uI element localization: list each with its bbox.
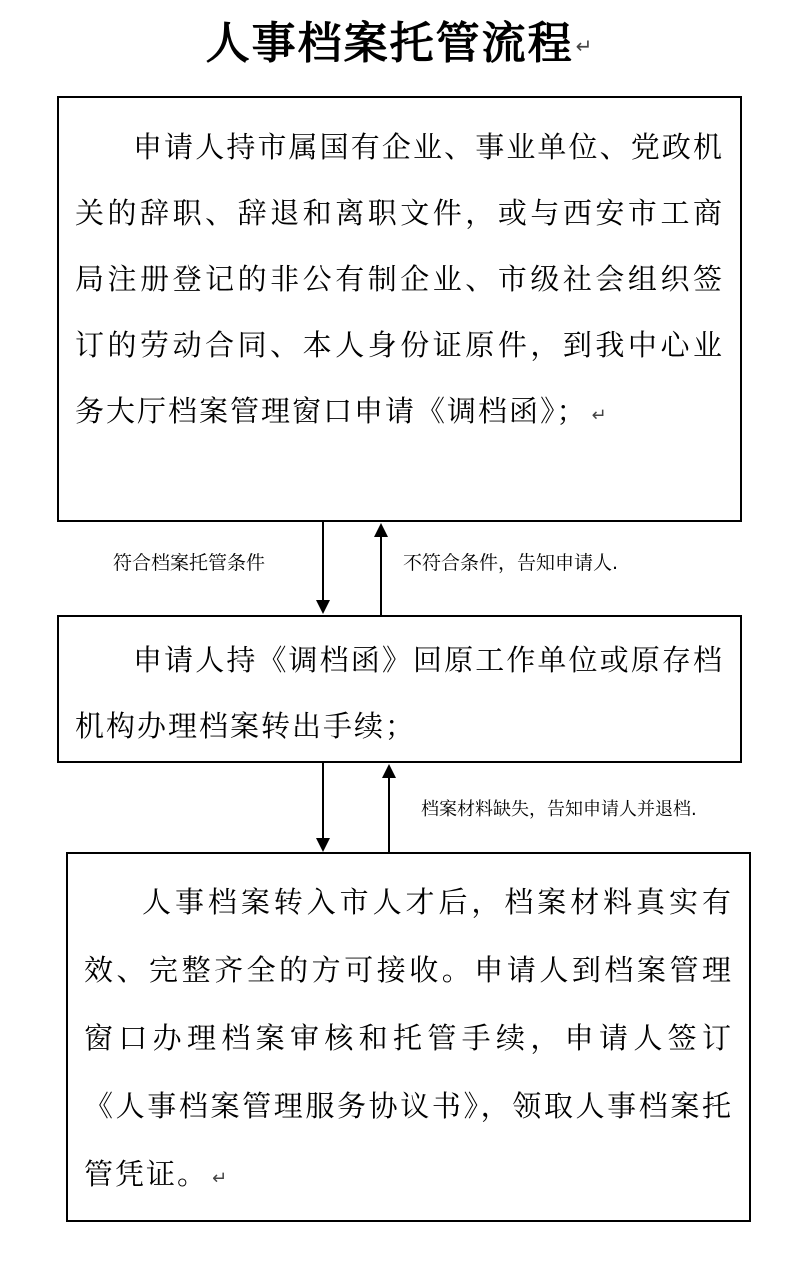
step-1-box <box>57 96 742 522</box>
step-1-content: 申请人持市属国有企业、事业单位、党政机关的辞职、辞退和离职文件，或与西安市工商局注册登记的非公有制企业、市级社会组织签订的劳动合同、本人身份证原件，到我中心业务大厅档案管理窗口申请《调档函》； <box>75 130 724 428</box>
title-text: 人事档案托管流程 <box>205 18 574 69</box>
step-3-text <box>84 868 733 1213</box>
step-3-content: 人事档案转入市人才后，档案材料真实有效、完整齐全的方可接收。申请人到档案管理窗口办理档案审核和托管手续，申请人签订《人事档案管理服务协议书》，领取人事档案托管凭证。 <box>84 885 733 1191</box>
step-2-box <box>57 615 742 763</box>
step-2-text <box>75 627 724 759</box>
page-title <box>0 14 800 76</box>
step-3-box <box>66 852 751 1222</box>
arrow-up-1-icon <box>374 523 388 615</box>
arrow-label-qualified: 符合档案托管条件 <box>113 552 266 574</box>
paragraph-mark-icon: ↵ <box>575 34 595 58</box>
arrow-up-2-icon <box>382 764 396 852</box>
arrow-down-2-icon <box>316 763 330 852</box>
arrow-label-materials-missing: 档案材料缺失，告知申请人并退档. <box>421 799 697 820</box>
step-1-text <box>75 114 724 449</box>
arrow-down-1-icon <box>316 522 330 614</box>
paragraph-mark-icon: ↵ <box>212 1168 230 1189</box>
step-2-content: 申请人持《调档函》回原工作单位或原存档机构办理档案转出手续； <box>75 643 724 743</box>
arrow-label-not-qualified: 不符合条件，告知申请人. <box>403 552 619 574</box>
paragraph-mark-icon: ↵ <box>591 405 609 426</box>
